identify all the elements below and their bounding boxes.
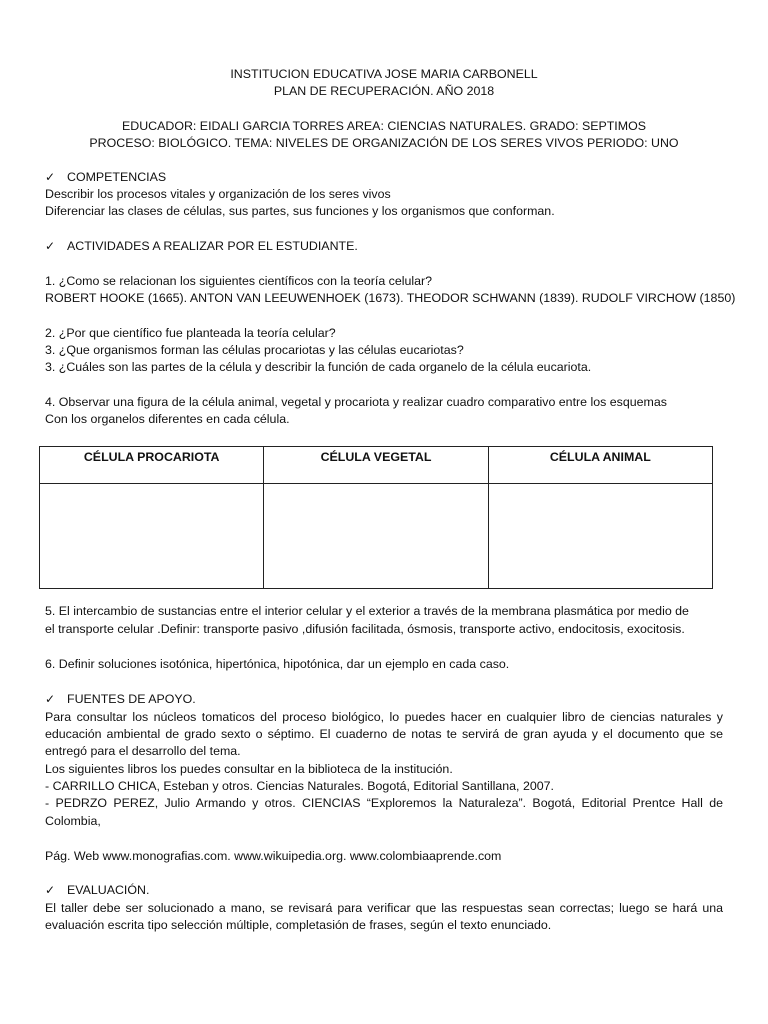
- cell-procariota: [40, 484, 264, 589]
- web-references: Pág. Web www.monografias.com. www.wikuipedia.org. www.colombiaaprende.com: [45, 849, 502, 863]
- fuentes-paragraph-line: educación ambiental de grado sexto o séptimo. El cuaderno de notas te servirá de gran ayuda y el documento que se: [45, 727, 723, 741]
- cell-vegetal: [264, 484, 488, 589]
- educator-line: EDUCADOR: EIDALI GARCIA TORRES AREA: CIENCIAS NATURALES. GRADO: SEPTIMOS: [122, 119, 646, 133]
- competencias-title: COMPETENCIAS: [67, 170, 167, 184]
- fuentes-paragraph-line: Para consultar los núcleos tomaticos del proceso biológico, lo puedes hacer en cualquier libro de ciencias naturales y: [45, 710, 723, 724]
- question-3b: 3. ¿Cuáles son las partes de la célula y describir la función de cada organelo de la célula eucariota.: [45, 360, 592, 374]
- table-row: [40, 484, 713, 589]
- question-5b: el transporte celular .Definir: transporte pasivo ,difusión facilitada, ósmosis, transporte activo, endocitosis, exocitosis.: [45, 622, 685, 636]
- checkmark-icon: ✓: [45, 883, 56, 897]
- book-reference: - CARRILLO CHICA, Esteban y otros. Ciencias Naturales. Bogotá, Editorial Santillana, 2007.: [45, 779, 554, 793]
- evaluacion-line: evaluación escrita tipo selección múltiple, completasión de frases, según el texto enunciado.: [45, 918, 552, 932]
- fuentes-paragraph-line: entregó para el desarrollo del tema.: [45, 744, 241, 758]
- library-note: Los siguientes libros los puedes consultar en la biblioteca de la institución.: [45, 762, 453, 776]
- book-reference: - PEDRZO PEREZ, Julio Armando y otros. CIENCIAS “Exploremos la Naturaleza”. Bogotá, Editorial Prentce Hall de: [45, 796, 723, 810]
- question-2: 2. ¿Por que científico fue planteada la teoría celular?: [45, 326, 336, 340]
- comparison-table: [39, 446, 713, 589]
- competencia-item: Diferenciar las clases de células, sus partes, sus funciones y los organismos que conforman.: [45, 204, 555, 218]
- checkmark-icon: ✓: [45, 170, 56, 184]
- question-1: 1. ¿Como se relacionan los siguientes científicos con la teoría celular?: [45, 274, 433, 288]
- fuentes-heading: [45, 691, 196, 707]
- school-name: INSTITUCION EDUCATIVA JOSE MARIA CARBONELL: [230, 67, 538, 81]
- header-vegetal: CÉLULA VEGETAL: [264, 447, 488, 484]
- question-3a: 3. ¿Que organismos forman las células procariotas y las células eucariotas?: [45, 343, 464, 357]
- book-reference-cont: Colombia,: [45, 814, 101, 828]
- evaluacion-line: El taller debe ser solucionado a mano, se revisará para verificar que las respuestas sean correctas; luego se hará una: [45, 901, 723, 915]
- table-header-row: [40, 447, 713, 484]
- competencia-item: Describir los procesos vitales y organización de los seres vivos: [45, 187, 391, 201]
- process-line: PROCESO: BIOLÓGICO. TEMA: NIVELES DE ORGANIZACIÓN DE LOS SERES VIVOS PERIODO: UNO: [89, 136, 679, 150]
- cell-animal: [488, 484, 712, 589]
- evaluacion-heading: [45, 882, 149, 898]
- competencias-heading: [45, 169, 166, 185]
- actividades-title: ACTIVIDADES A REALIZAR POR EL ESTUDIANTE.: [67, 239, 358, 253]
- question-4a: 4. Observar una figura de la célula animal, vegetal y procariota y realizar cuadro comparativo entre los esquemas: [45, 395, 667, 409]
- question-5a: 5. El intercambio de sustancias entre el interior celular y el exterior a través de la membrana plasmática por medio de: [45, 604, 689, 618]
- evaluacion-title: EVALUACIÓN.: [67, 883, 150, 897]
- question-6: 6. Definir soluciones isotónica, hipertónica, hipotónica, dar un ejemplo en cada caso.: [45, 657, 510, 671]
- header-procariota: CÉLULA PROCARIOTA: [40, 447, 264, 484]
- question-4b: Con los organelos diferentes en cada célula.: [45, 412, 290, 426]
- header-animal: CÉLULA ANIMAL: [488, 447, 712, 484]
- question-1-scientists: ROBERT HOOKE (1665). ANTON VAN LEEUWENHOEK (1673). THEODOR SCHWANN (1839). RUDOLF VIRCHOW (1850): [45, 291, 736, 305]
- actividades-heading: [45, 238, 358, 254]
- fuentes-title: FUENTES DE APOYO.: [67, 692, 196, 706]
- checkmark-icon: ✓: [45, 239, 56, 253]
- checkmark-icon: ✓: [45, 692, 56, 706]
- plan-title: PLAN DE RECUPERACIÓN. AÑO 2018: [273, 84, 495, 98]
